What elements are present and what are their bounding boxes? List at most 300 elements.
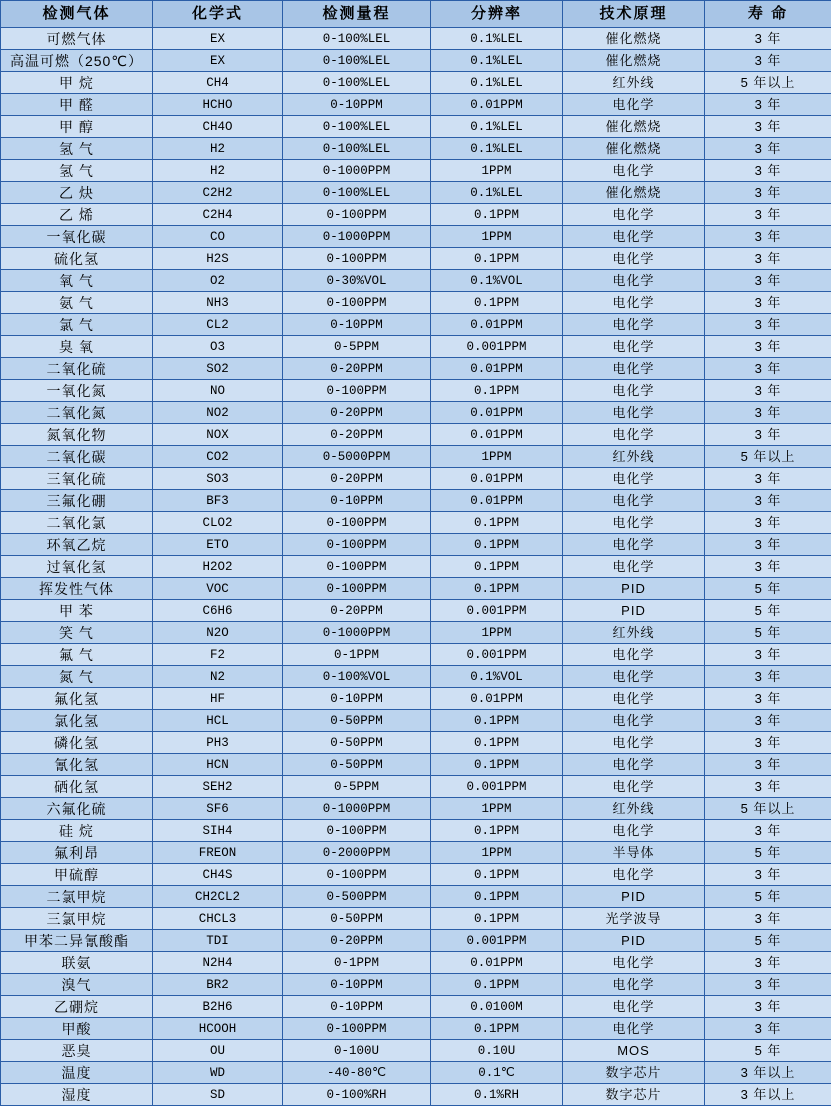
cell-formula: CH4 [153, 72, 283, 94]
cell-resolution: 1PPM [431, 622, 563, 644]
cell-gas: 挥发性气体 [1, 578, 153, 600]
table-row [1, 28, 831, 50]
table-row [1, 644, 831, 666]
cell-formula: CL2 [153, 314, 283, 336]
cell-principle: 电化学 [563, 160, 705, 182]
table-row [1, 1062, 831, 1084]
cell-principle: 半导体 [563, 842, 705, 864]
cell-formula: VOC [153, 578, 283, 600]
cell-gas: 三氟化硼 [1, 490, 153, 512]
cell-principle: 数字芯片 [563, 1084, 705, 1106]
cell-principle: 电化学 [563, 556, 705, 578]
table-row [1, 72, 831, 94]
cell-life: 3 年 [705, 490, 831, 512]
cell-resolution: 0.1PPM [431, 292, 563, 314]
cell-formula: HCOOH [153, 1018, 283, 1040]
cell-principle: 电化学 [563, 336, 705, 358]
cell-formula: SO3 [153, 468, 283, 490]
table-row [1, 688, 831, 710]
cell-resolution: 0.1PPM [431, 820, 563, 842]
column-header-range: 检测量程 [283, 1, 431, 28]
cell-range: 0-500PPM [283, 886, 431, 908]
cell-principle: 催化燃烧 [563, 182, 705, 204]
cell-formula: EX [153, 28, 283, 50]
cell-formula: PH3 [153, 732, 283, 754]
cell-life: 3 年 [705, 314, 831, 336]
cell-life: 3 年 [705, 248, 831, 270]
cell-principle: 电化学 [563, 468, 705, 490]
cell-resolution: 0.001PPM [431, 600, 563, 622]
table-body [1, 28, 831, 1106]
cell-range: 0-50PPM [283, 732, 431, 754]
table-row [1, 908, 831, 930]
table-row [1, 556, 831, 578]
cell-range: 0-100PPM [283, 864, 431, 886]
cell-gas: 乙硼烷 [1, 996, 153, 1018]
cell-range: 0-100PPM [283, 534, 431, 556]
cell-formula: HF [153, 688, 283, 710]
cell-formula: O3 [153, 336, 283, 358]
cell-range: 0-100PPM [283, 820, 431, 842]
cell-resolution: 0.1PPM [431, 512, 563, 534]
cell-gas: 溴气 [1, 974, 153, 996]
table-row [1, 116, 831, 138]
cell-principle: 电化学 [563, 94, 705, 116]
cell-range: 0-20PPM [283, 358, 431, 380]
cell-gas: 乙 烯 [1, 204, 153, 226]
cell-formula: WD [153, 1062, 283, 1084]
cell-gas: 六氟化硫 [1, 798, 153, 820]
cell-resolution: 0.01PPM [431, 952, 563, 974]
table-row [1, 160, 831, 182]
cell-gas: 笑 气 [1, 622, 153, 644]
cell-resolution: 0.01PPM [431, 424, 563, 446]
cell-range: 0-100PPM [283, 578, 431, 600]
cell-gas: 过氧化氢 [1, 556, 153, 578]
cell-gas: 甲硫醇 [1, 864, 153, 886]
cell-gas: 甲 烷 [1, 72, 153, 94]
cell-life: 3 年 [705, 952, 831, 974]
table-row [1, 622, 831, 644]
cell-gas: 二氧化氯 [1, 512, 153, 534]
table-row [1, 820, 831, 842]
table-row [1, 996, 831, 1018]
cell-resolution: 0.1%VOL [431, 270, 563, 292]
cell-formula: CH2CL2 [153, 886, 283, 908]
cell-resolution: 0.1%LEL [431, 138, 563, 160]
table-row [1, 270, 831, 292]
cell-resolution: 0.1%RH [431, 1084, 563, 1106]
table-row [1, 314, 831, 336]
cell-life: 3 年 [705, 292, 831, 314]
cell-formula: EX [153, 50, 283, 72]
cell-gas: 硫化氢 [1, 248, 153, 270]
cell-resolution: 0.1PPM [431, 534, 563, 556]
cell-formula: F2 [153, 644, 283, 666]
table-row [1, 600, 831, 622]
cell-range: 0-20PPM [283, 424, 431, 446]
cell-resolution: 0.1%LEL [431, 72, 563, 94]
cell-gas: 氯化氢 [1, 710, 153, 732]
cell-principle: 电化学 [563, 402, 705, 424]
cell-life: 5 年以上 [705, 798, 831, 820]
cell-life: 3 年 [705, 710, 831, 732]
cell-range: 0-1000PPM [283, 226, 431, 248]
cell-life: 5 年 [705, 886, 831, 908]
table-row [1, 248, 831, 270]
cell-gas: 三氧化硫 [1, 468, 153, 490]
cell-life: 5 年以上 [705, 72, 831, 94]
cell-formula: SD [153, 1084, 283, 1106]
table-row [1, 468, 831, 490]
cell-formula: CH4O [153, 116, 283, 138]
cell-principle: 光学波导 [563, 908, 705, 930]
cell-resolution: 1PPM [431, 798, 563, 820]
cell-range: 0-2000PPM [283, 842, 431, 864]
cell-resolution: 1PPM [431, 446, 563, 468]
cell-life: 3 年 [705, 116, 831, 138]
cell-resolution: 0.1%LEL [431, 50, 563, 72]
column-header-formula: 化学式 [153, 1, 283, 28]
cell-range: 0-1PPM [283, 644, 431, 666]
column-header-principle: 技术原理 [563, 1, 705, 28]
cell-gas: 氰化氢 [1, 754, 153, 776]
cell-range: 0-1PPM [283, 952, 431, 974]
cell-resolution: 0.1PPM [431, 578, 563, 600]
cell-formula: O2 [153, 270, 283, 292]
table-header-row [1, 1, 831, 28]
cell-formula: CO [153, 226, 283, 248]
cell-life: 3 年以上 [705, 1084, 831, 1106]
table-row [1, 446, 831, 468]
cell-gas: 三氯甲烷 [1, 908, 153, 930]
cell-principle: 电化学 [563, 710, 705, 732]
cell-life: 3 年以上 [705, 1062, 831, 1084]
cell-life: 3 年 [705, 754, 831, 776]
table-row [1, 1084, 831, 1106]
cell-resolution: 0.01PPM [431, 688, 563, 710]
table-row [1, 292, 831, 314]
cell-gas: 二氧化碳 [1, 446, 153, 468]
table-row [1, 952, 831, 974]
cell-formula: CLO2 [153, 512, 283, 534]
table-row [1, 490, 831, 512]
cell-range: 0-50PPM [283, 754, 431, 776]
cell-resolution: 0.1PPM [431, 732, 563, 754]
cell-resolution: 1PPM [431, 842, 563, 864]
cell-principle: 红外线 [563, 798, 705, 820]
table-row [1, 94, 831, 116]
cell-formula: C2H2 [153, 182, 283, 204]
cell-range: 0-100%LEL [283, 50, 431, 72]
cell-gas: 氟利昂 [1, 842, 153, 864]
cell-life: 3 年 [705, 50, 831, 72]
table-row [1, 402, 831, 424]
cell-gas: 温度 [1, 1062, 153, 1084]
cell-range: 0-100PPM [283, 556, 431, 578]
table-row [1, 424, 831, 446]
cell-gas: 二氧化硫 [1, 358, 153, 380]
cell-life: 3 年 [705, 138, 831, 160]
cell-resolution: 0.1PPM [431, 886, 563, 908]
cell-gas: 氧 气 [1, 270, 153, 292]
cell-resolution: 0.01PPM [431, 314, 563, 336]
table-row [1, 798, 831, 820]
cell-resolution: 0.0100M [431, 996, 563, 1018]
cell-resolution: 0.10U [431, 1040, 563, 1062]
cell-life: 3 年 [705, 380, 831, 402]
cell-life: 3 年 [705, 776, 831, 798]
cell-life: 5 年 [705, 842, 831, 864]
cell-gas: 硒化氢 [1, 776, 153, 798]
column-header-resolution: 分辨率 [431, 1, 563, 28]
cell-formula: HCL [153, 710, 283, 732]
cell-principle: 电化学 [563, 732, 705, 754]
cell-principle: 电化学 [563, 314, 705, 336]
cell-life: 5 年以上 [705, 446, 831, 468]
cell-principle: 电化学 [563, 270, 705, 292]
cell-range: 0-10PPM [283, 688, 431, 710]
cell-resolution: 0.001PPM [431, 776, 563, 798]
cell-life: 3 年 [705, 666, 831, 688]
table-row [1, 732, 831, 754]
cell-gas: 可燃气体 [1, 28, 153, 50]
cell-range: 0-100%LEL [283, 182, 431, 204]
cell-life: 3 年 [705, 1018, 831, 1040]
cell-range: 0-5000PPM [283, 446, 431, 468]
table-row [1, 930, 831, 952]
cell-formula: BF3 [153, 490, 283, 512]
cell-range: 0-30%VOL [283, 270, 431, 292]
cell-life: 3 年 [705, 28, 831, 50]
table-row [1, 226, 831, 248]
cell-life: 3 年 [705, 556, 831, 578]
cell-range: 0-100PPM [283, 204, 431, 226]
cell-principle: 电化学 [563, 248, 705, 270]
cell-gas: 恶臭 [1, 1040, 153, 1062]
cell-principle: 催化燃烧 [563, 50, 705, 72]
cell-formula: CHCL3 [153, 908, 283, 930]
cell-life: 3 年 [705, 204, 831, 226]
cell-range: 0-20PPM [283, 600, 431, 622]
table-row [1, 1040, 831, 1062]
cell-formula: HCHO [153, 94, 283, 116]
cell-resolution: 0.1PPM [431, 380, 563, 402]
cell-range: -40-80℃ [283, 1062, 431, 1084]
cell-range: 0-5PPM [283, 776, 431, 798]
cell-gas: 氮氧化物 [1, 424, 153, 446]
cell-life: 3 年 [705, 644, 831, 666]
cell-principle: 电化学 [563, 974, 705, 996]
cell-range: 0-1000PPM [283, 798, 431, 820]
cell-range: 0-10PPM [283, 94, 431, 116]
cell-life: 5 年 [705, 622, 831, 644]
cell-gas: 氟化氢 [1, 688, 153, 710]
cell-resolution: 0.1PPM [431, 248, 563, 270]
cell-principle: 电化学 [563, 996, 705, 1018]
cell-principle: 电化学 [563, 204, 705, 226]
cell-range: 0-50PPM [283, 710, 431, 732]
table-row [1, 534, 831, 556]
cell-gas: 高温可燃（250℃） [1, 50, 153, 72]
cell-gas: 氢 气 [1, 138, 153, 160]
cell-principle: 电化学 [563, 688, 705, 710]
cell-principle: PID [563, 886, 705, 908]
cell-life: 3 年 [705, 402, 831, 424]
cell-principle: 电化学 [563, 490, 705, 512]
cell-range: 0-10PPM [283, 974, 431, 996]
cell-range: 0-50PPM [283, 908, 431, 930]
cell-gas: 磷化氢 [1, 732, 153, 754]
cell-life: 3 年 [705, 270, 831, 292]
table-row [1, 842, 831, 864]
cell-principle: 电化学 [563, 666, 705, 688]
cell-life: 3 年 [705, 512, 831, 534]
cell-formula: BR2 [153, 974, 283, 996]
cell-principle: PID [563, 600, 705, 622]
cell-range: 0-5PPM [283, 336, 431, 358]
cell-range: 0-100%LEL [283, 138, 431, 160]
cell-range: 0-100PPM [283, 380, 431, 402]
table-row [1, 50, 831, 72]
cell-range: 0-100PPM [283, 512, 431, 534]
table-row [1, 204, 831, 226]
cell-resolution: 0.01PPM [431, 402, 563, 424]
cell-gas: 乙 炔 [1, 182, 153, 204]
cell-principle: 电化学 [563, 864, 705, 886]
cell-formula: SF6 [153, 798, 283, 820]
cell-principle: 电化学 [563, 776, 705, 798]
cell-gas: 环氧乙烷 [1, 534, 153, 556]
table-row [1, 776, 831, 798]
cell-principle: PID [563, 930, 705, 952]
cell-gas: 湿度 [1, 1084, 153, 1106]
cell-life: 5 年 [705, 1040, 831, 1062]
cell-life: 3 年 [705, 732, 831, 754]
cell-resolution: 0.1PPM [431, 974, 563, 996]
cell-resolution: 0.01PPM [431, 468, 563, 490]
cell-formula: H2 [153, 160, 283, 182]
cell-gas: 甲酸 [1, 1018, 153, 1040]
cell-life: 3 年 [705, 908, 831, 930]
cell-formula: NOX [153, 424, 283, 446]
cell-gas: 氢 气 [1, 160, 153, 182]
cell-formula: SO2 [153, 358, 283, 380]
cell-principle: 电化学 [563, 292, 705, 314]
cell-principle: 电化学 [563, 424, 705, 446]
cell-gas: 氟 气 [1, 644, 153, 666]
cell-gas: 氮 气 [1, 666, 153, 688]
cell-range: 0-10PPM [283, 996, 431, 1018]
cell-gas: 甲 醇 [1, 116, 153, 138]
cell-resolution: 0.01PPM [431, 490, 563, 512]
cell-gas: 氯 气 [1, 314, 153, 336]
cell-range: 0-100%LEL [283, 28, 431, 50]
cell-formula: H2 [153, 138, 283, 160]
cell-life: 3 年 [705, 534, 831, 556]
cell-life: 3 年 [705, 820, 831, 842]
cell-principle: 电化学 [563, 644, 705, 666]
cell-principle: 电化学 [563, 534, 705, 556]
cell-gas: 二氧化氮 [1, 402, 153, 424]
cell-life: 3 年 [705, 94, 831, 116]
cell-principle: 红外线 [563, 622, 705, 644]
cell-formula: TDI [153, 930, 283, 952]
table-row [1, 754, 831, 776]
cell-range: 0-100%LEL [283, 116, 431, 138]
table-row [1, 974, 831, 996]
cell-life: 3 年 [705, 468, 831, 490]
cell-principle: 红外线 [563, 72, 705, 94]
cell-principle: 催化燃烧 [563, 138, 705, 160]
table-row [1, 138, 831, 160]
cell-resolution: 0.1PPM [431, 908, 563, 930]
cell-formula: NO [153, 380, 283, 402]
cell-life: 3 年 [705, 688, 831, 710]
cell-formula: B2H6 [153, 996, 283, 1018]
cell-principle: 电化学 [563, 1018, 705, 1040]
column-header-gas: 检测气体 [1, 1, 153, 28]
table-row [1, 182, 831, 204]
cell-formula: H2S [153, 248, 283, 270]
cell-resolution: 0.001PPM [431, 930, 563, 952]
cell-principle: PID [563, 578, 705, 600]
cell-resolution: 0.1PPM [431, 864, 563, 886]
cell-life: 3 年 [705, 336, 831, 358]
cell-range: 0-1000PPM [283, 160, 431, 182]
cell-resolution: 0.001PPM [431, 336, 563, 358]
cell-resolution: 0.1PPM [431, 710, 563, 732]
cell-life: 3 年 [705, 996, 831, 1018]
cell-formula: N2 [153, 666, 283, 688]
cell-life: 3 年 [705, 424, 831, 446]
cell-formula: SIH4 [153, 820, 283, 842]
cell-formula: H2O2 [153, 556, 283, 578]
cell-range: 0-100PPM [283, 1018, 431, 1040]
cell-life: 3 年 [705, 864, 831, 886]
cell-gas: 氨 气 [1, 292, 153, 314]
cell-formula: NO2 [153, 402, 283, 424]
table-row [1, 336, 831, 358]
cell-life: 5 年 [705, 930, 831, 952]
cell-life: 3 年 [705, 182, 831, 204]
table-row [1, 512, 831, 534]
cell-range: 0-10PPM [283, 314, 431, 336]
cell-life: 5 年 [705, 600, 831, 622]
cell-principle: 电化学 [563, 358, 705, 380]
cell-principle: 电化学 [563, 754, 705, 776]
cell-life: 3 年 [705, 160, 831, 182]
table-row [1, 886, 831, 908]
cell-resolution: 0.01PPM [431, 358, 563, 380]
cell-range: 0-100U [283, 1040, 431, 1062]
cell-gas: 甲苯二异氰酸酯 [1, 930, 153, 952]
cell-resolution: 0.1PPM [431, 556, 563, 578]
cell-resolution: 1PPM [431, 160, 563, 182]
cell-resolution: 0.1%VOL [431, 666, 563, 688]
cell-range: 0-20PPM [283, 402, 431, 424]
cell-range: 0-10PPM [283, 490, 431, 512]
cell-formula: HCN [153, 754, 283, 776]
cell-principle: 催化燃烧 [563, 116, 705, 138]
cell-formula: CO2 [153, 446, 283, 468]
cell-range: 0-100%VOL [283, 666, 431, 688]
cell-range: 0-100%LEL [283, 72, 431, 94]
cell-formula: FREON [153, 842, 283, 864]
table-row [1, 578, 831, 600]
cell-life: 5 年 [705, 578, 831, 600]
cell-range: 0-100PPM [283, 292, 431, 314]
